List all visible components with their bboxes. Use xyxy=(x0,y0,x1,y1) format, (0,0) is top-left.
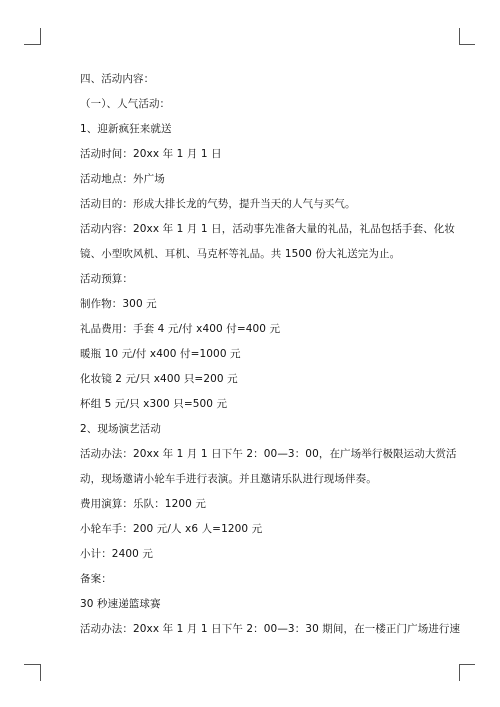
text-line: 活动目的：形成大排长龙的气势，提升当天的人气与买气。 xyxy=(80,198,356,210)
crop-mark-bottom-right-horizontal xyxy=(459,664,475,665)
text-line: 费用演算：乐队：1200 元 xyxy=(80,498,206,510)
crop-mark-top-right-horizontal xyxy=(459,44,475,45)
text-line: 活动地点：外广场 xyxy=(80,173,165,185)
text-line: 杯组 5 元/只 x300 只=500 元 xyxy=(80,398,228,410)
text-line: 暖瓶 10 元/付 x400 付=1000 元 xyxy=(80,348,241,360)
text-line: 动，现场邀请小轮车手进行表演。并且邀请乐队进行现场伴奏。 xyxy=(80,473,377,485)
text-line: 小轮车手：200 元/人 x6 人=1200 元 xyxy=(80,523,263,535)
text-line: 活动预算： xyxy=(80,273,133,285)
crop-mark-bottom-left-horizontal xyxy=(24,664,40,665)
text-line: 活动办法：20xx 年 1 月 1 日下午 2：00—3：30 期间，在一楼正门广场进行速 xyxy=(80,623,461,635)
crop-mark-top-left-vertical xyxy=(40,28,41,45)
text-line: 活动内容：20xx 年 1 月 1 日，活动事先准备大量的礼品，礼品包括手套、化妆 xyxy=(80,223,455,235)
text-line: 活动时间：20xx 年 1 月 1 日 xyxy=(80,148,222,160)
text-line: 30 秒速递篮球赛 xyxy=(80,598,161,610)
crop-mark-top-right-vertical xyxy=(459,28,460,45)
text-line: 镜、小型吹风机、耳机、马克杯等礼品。共 1500 份大礼送完为止。 xyxy=(80,248,401,260)
crop-mark-top-left-horizontal xyxy=(24,44,40,45)
text-line: 礼品费用：手套 4 元/付 x400 付=400 元 xyxy=(80,323,281,335)
crop-mark-bottom-left-vertical xyxy=(40,664,41,681)
crop-mark-bottom-right-vertical xyxy=(459,664,460,681)
subsection-heading: （一）、人气活动： xyxy=(80,98,171,110)
text-line: 制作物：300 元 xyxy=(80,298,157,310)
text-line: 活动办法：20xx 年 1 月 1 日下午 2：00—3：00，在广场举行极限运动大赏活 xyxy=(80,448,457,460)
activity-heading-1: 1、迎新疯狂来就送 xyxy=(80,123,172,135)
section-heading: 四、活动内容： xyxy=(80,73,155,85)
text-line: 化妆镜 2 元/只 x400 只=200 元 xyxy=(80,373,238,385)
text-line: 小计：2400 元 xyxy=(80,548,153,560)
text-line: 备案： xyxy=(80,573,112,585)
activity-heading-2: 2、现场演艺活动 xyxy=(80,423,161,435)
